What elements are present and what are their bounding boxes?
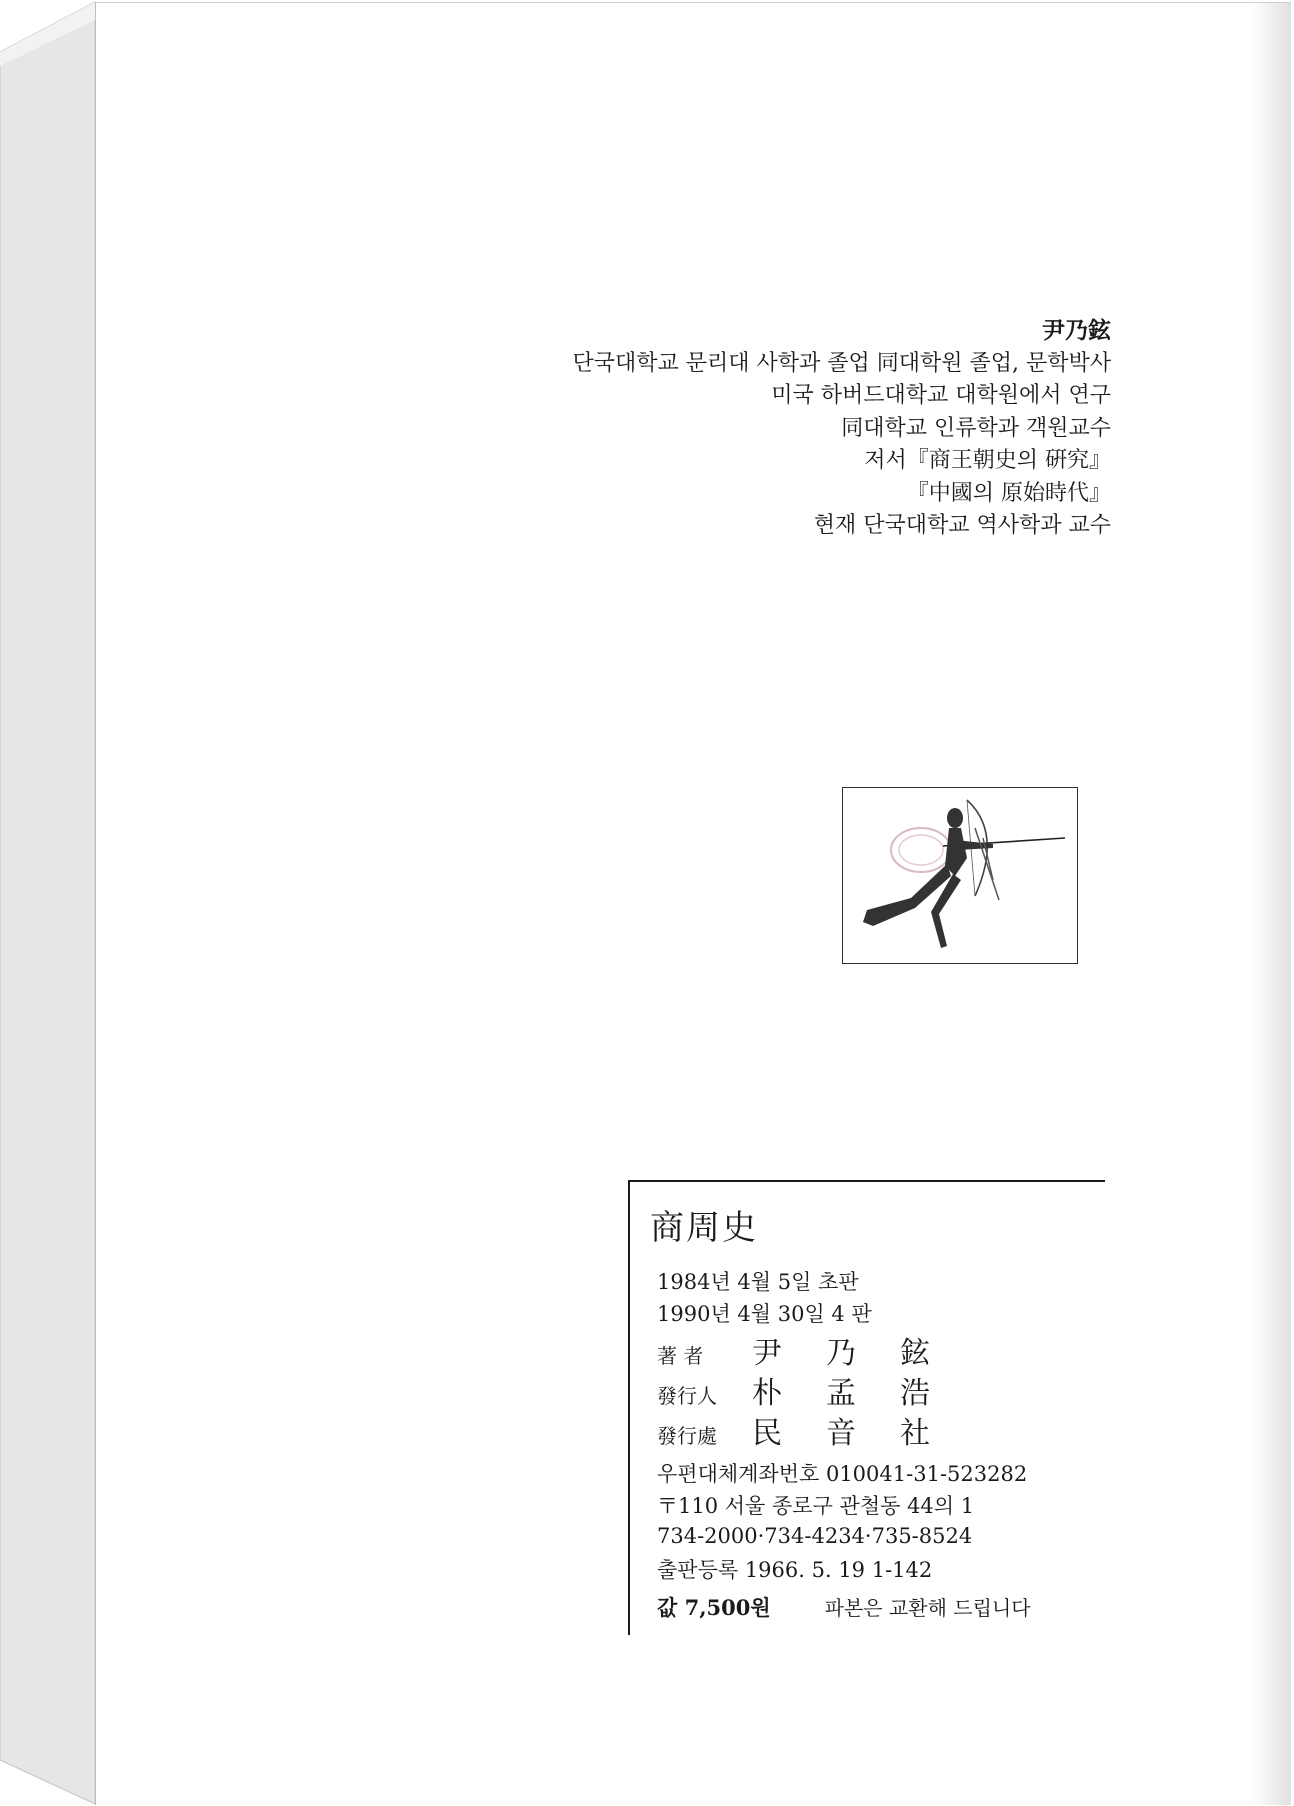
bio-line: 단국대학교 문리대 사학과 졸업 同대학원 졸업, 문학박사 xyxy=(572,350,1111,376)
publisher-row xyxy=(657,1408,974,1452)
publisher-emblem xyxy=(842,787,1078,964)
bio-line: 『中國의 原始時代』 xyxy=(906,480,1111,506)
page-edge-shadow xyxy=(1251,3,1291,1805)
publisher-person-value: 朴孟浩 xyxy=(752,1376,974,1411)
author-label: 著 者 xyxy=(657,1344,704,1368)
author-name: 尹乃鉉 xyxy=(1042,317,1111,344)
edition-first: 1984년 4월 5일 초판 xyxy=(657,1270,859,1294)
registration: 출판등록 1966. 5. 19 1-142 xyxy=(657,1558,933,1582)
publisher-label: 發行處 xyxy=(657,1424,717,1448)
bio-line: 저서『商王朝史의 硏究』 xyxy=(864,448,1111,473)
publisher-person-row xyxy=(657,1368,974,1412)
price-row xyxy=(657,1592,1031,1622)
edition-fourth: 1990년 4월 30일 4 판 xyxy=(657,1302,872,1326)
author-bio xyxy=(573,315,1112,543)
bio-line: 현재 단국대학교 역사학과 교수 xyxy=(813,513,1111,538)
postal-account: 우편대체계좌번호 010041-31-523282 xyxy=(657,1462,1028,1486)
author-row xyxy=(657,1328,974,1372)
bio-line: 미국 하버드대학교 대학원에서 연구 xyxy=(771,383,1111,408)
exchange-note: 파본은 교환해 드립니다 xyxy=(824,1596,1031,1620)
price: 값 7,500원 xyxy=(657,1595,771,1620)
author-value: 尹乃鉉 xyxy=(752,1336,974,1371)
archer-icon xyxy=(843,788,1077,963)
publisher-person-label: 發行人 xyxy=(657,1384,717,1408)
publisher-value: 民音社 xyxy=(752,1416,974,1451)
address: 〒110 서울 종로구 관철동 44의 1 xyxy=(657,1494,975,1518)
colophon xyxy=(628,1180,1105,1635)
book-title: 商周史 xyxy=(650,1208,758,1248)
phone-numbers: 734-2000·734-4234·735-8524 xyxy=(657,1524,973,1548)
bio-line: 同대학교 인류학과 객원교수 xyxy=(841,415,1111,441)
